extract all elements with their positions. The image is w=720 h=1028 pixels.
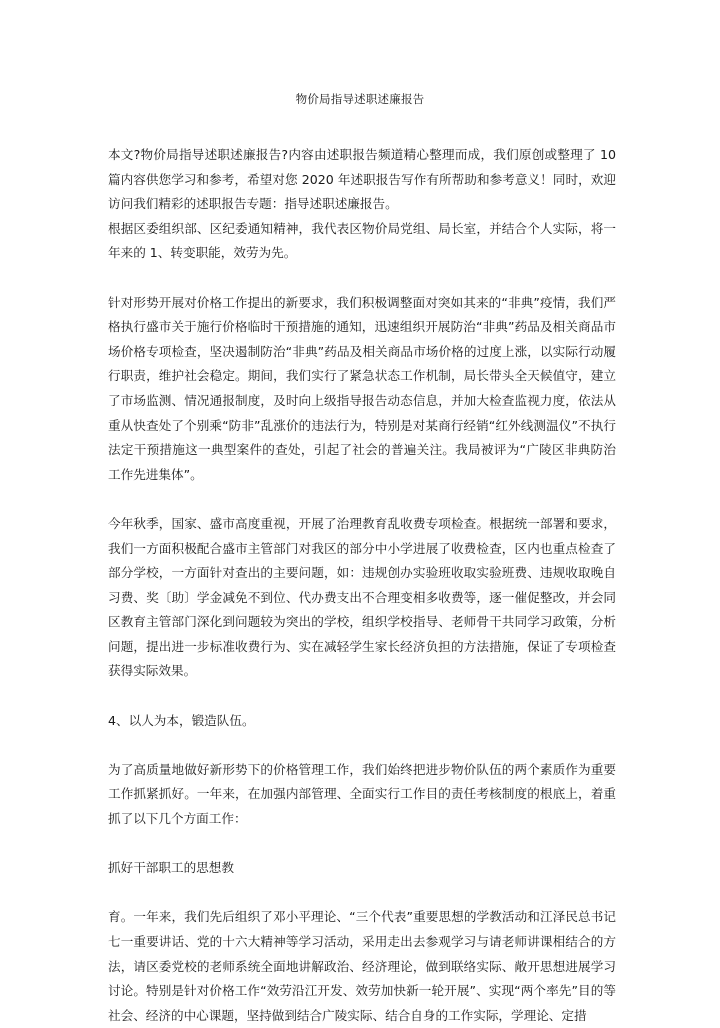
paragraph-summary: 根据区委组织部、区纪委通知精神，我代表区物价局党组、局长室，并结合个人实际，将一年来的 1、转变职能，效劳为先。 [108,220,616,261]
paragraph-gap [108,733,616,758]
paragraph-team: 为了高质量地做好新形势下的价格管理工作，我们始终把进步物价队伍的两个素质作为重要工作抓紧抓好。一年来，在加强内部管理、全面实行工作目的责任考核制度的根底上，着重抓了以下几个方面工作： [108,761,616,827]
document-title: 物价局指导述职述廉报告 [295,92,425,106]
paragraph-gap [108,487,616,512]
paragraph-gap [108,881,616,906]
paragraph-intro: 本文?物价局指导述职述廉报告?内容由述职报告频道精心整理而成，我们原创或整理了 10 篇内容供您学习和参考，希望对您 2020 年述职报告写作有所帮助和参考意义！同时，欢迎访问我们精彩的述职报告专题：指导述职述廉报告。 [108,147,616,212]
paragraph-gap [108,832,616,857]
paragraph-study: 育。一年来，我们先后组织了邓小平理论、“三个代表”重要思想的学教活动和江泽民总书记七一重要讲话、党的十六大精神等学习活动，采用走出去参观学习与请老师讲课相结合的方法，请区委党校的老师系统全面地讲解政治、经济理论，做到联络实际、敞开思想进展学习讨论。特别是针对价格工作“效劳沿江开发、效劳加快新一轮开展”、实现“两个率先”目的等社会、经济的中心课题，坚持做到结合广陵实际、结合自身的工作实际，学理论、定措 [108,909,616,1023]
paragraph-gap [108,266,616,291]
paragraph-subheading: 抓好干部职工的思想教 [108,860,234,876]
section-heading: 4、以人为本，锻造队伍。 [108,712,255,728]
paragraph-gap [108,684,616,709]
paragraph-education-fees: 今年秋季，国家、盛市高度重视，开展了治理教育乱收费专项检查。根据统一部署和要求，我们一方面积极配合盛市主管部门对我区的部分中小学进展了收费检查，区内也重点检查了部分学校，一方面针对查出的主要问题，如：违规创办实验班收取实验班费、违规收取晚自习费、奖〔助〕学金减免不到位、代办费支出不合理变相多收费等，逐一催促整改，并会同区教育主管部门深化到问题较为突出的学校，组织学校指导、老师骨干共同学习政策，分析问题，提出进一步标准收费行为、实在减轻学生家长经济负担的方法措施，保证了专项检查获得实际效果。 [108,515,616,679]
document-body [108,143,616,1028]
paragraph-sars: 针对形势开展对价格工作提出的新要求，我们积极调整面对突如其来的“非典”疫情，我们严格执行盛市关于施行价格临时干预措施的通知，迅速组织开展防治“非典”药品及相关商品市场价格专项检查，坚决遏制防治“非典”药品及相关商品市场价格的过度上涨，以实际行动履行职责，维护社会稳定。期间，我们实行了紧急状态工作机制，局长带头全天候值守，建立了市场监测、情况通报制度，及时向上级指导报告动态信息，并加大检查监视力度，依法从重从快查处了个别乘“防非”乱涨价的违法行为，特别是对某商行经销“红外线测温仪”不执行法定干预措施这一典型案件的查处，引起了社会的普遍关注。我局被评为“广陵区非典防治工作先进集体”。 [108,294,616,482]
